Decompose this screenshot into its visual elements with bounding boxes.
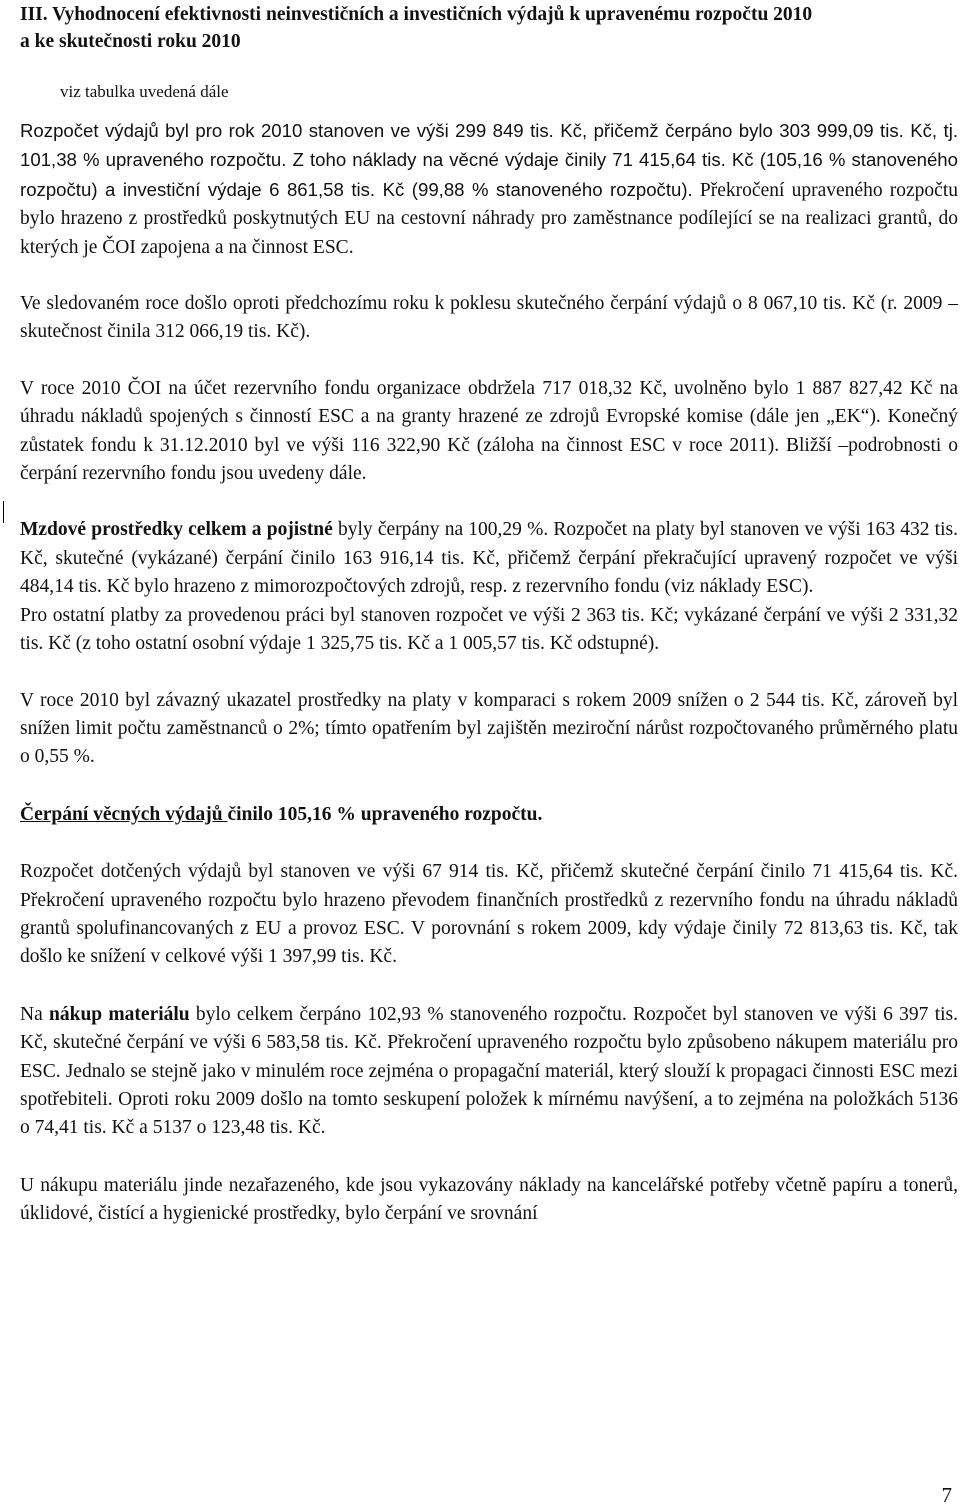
table-reference-note: viz tabulka uvedená dále [60, 82, 229, 101]
material-purchase-bold: nákup materiálu [49, 1003, 190, 1025]
page-number: 7 [941, 1483, 952, 1507]
paragraph-binding-indicator: V roce 2010 byl závazný ukazatel prostředky na platy v komparaci s rokem 2009 snížen o 2 544 tis. Kč, zároveň byl snížen limit počtu zaměstnanců o 2%; tímto opatřením byl zajištěn meziroční nárůst rozpočtovaného průměrného platu o 0,55 %. [20, 689, 958, 768]
material-expenses-rest: činilo 105,16 % upraveného rozpočtu. [227, 803, 543, 825]
document-page [20, 0, 958, 1229]
section-heading [20, 0, 958, 55]
budget-overrun-text: Překročení upraveného rozpočtu bylo hrazeno z prostředků poskytnutých EU na cestovní náhrady pro zaměstnance podílející se na realizaci grantů, do kterých je ČOI zapojena a na činnost ESC. [20, 179, 958, 258]
material-expenses-underlined: Čerpání věcných výdajů [20, 803, 228, 825]
salaries-text: byly čerpány na 100,29 %. Rozpočet na platy byl stanoven ve výši 163 432 tis. Kč, skutečné (vykázané) čerpání činilo 163 916,14 tis. Kč, přičemž čerpání překračující upravený rozpočet ve výši 484,14 tis. Kč bylo hrazeno z mimorozpočtových zdrojů, resp. z rezervního fondu (viz náklady ESC). [20, 519, 958, 598]
paragraph-material-budget: Rozpočet dotčených výdajů byl stanoven ve výši 67 914 tis. Kč, přičemž skutečné čerpání činilo 71 415,64 tis. Kč. Překročení upraveného rozpočtu bylo hrazeno převodem finančních prostředků z rezervního fondu na úhradu nákladů grantů spolufinancovaných z EU a provoz ESC. V porovnání s rokem 2009, kdy výdaje činily 72 813,63 tis. Kč, tak došlo ke snížení v celkové výši 1 397,99 tis. Kč. [20, 861, 958, 968]
paragraph-budget-summary [20, 117, 958, 262]
paragraph-year-comparison: Ve sledovaném roce došlo oproti předchozímu roku k poklesu skutečného čerpání výdajů o 8 067,10 tis. Kč (r. 2009 – skutečnost činila 312 066,19 tis. Kč). [20, 293, 958, 343]
heading-line-2: a ke skutečnosti roku 2010 [20, 31, 241, 52]
paragraph-material-purchase [20, 1001, 958, 1143]
material-purchase-prefix: Na [20, 1003, 50, 1025]
paragraph-other-material: U nákupu materiálu jinde nezařazeného, kde jsou vykazovány náklady na kancelářské potřeby včetně papíru a tonerů, úklidové, čistící a hygienické prostředky, bylo čerpání ve srovnání [20, 1174, 958, 1225]
salaries-heading: Mzdové prostředky celkem a pojistné [20, 519, 333, 541]
paragraph-reserve-fund: V roce 2010 ČOI na účet rezervního fondu organizace obdržela 717 018,32 Kč, uvolněno bylo 1 887 827,42 Kč na úhradu nákladů spojených s činností ESC a na granty hrazené ze zdrojů Evropské komise (dále jen „EK“). Konečný zůstatek fondu k 31.12.2010 byl ve výši 116 322,90 Kč (záloha na činnost ESC v roce 2011). Bližší –podrobnosti o čerpání rezervního fondu jsou uvedeny dále. [20, 377, 958, 485]
budget-summary-text: Rozpočet výdajů byl pro rok 2010 stanoven ve výši 299 849 tis. Kč, přičemž čerpáno bylo 303 999,09 tis. Kč, tj. 101,38 % upraveného rozpočtu. Z toho náklady na věcné výdaje činily 71 415,64 tis. Kč (105,16 % stanoveného rozpočtu) a investiční výdaje 6 861,58 tis. Kč (99,88 % stanoveného rozpočtu). [20, 120, 958, 200]
paragraph-other-payments: Pro ostatní platby za provedenou práci byl stanoven rozpočet ve výši 2 363 tis. Kč; vykázané čerpání ve výši 2 331,32 tis. Kč (z toho ostatní osobní výdaje 1 325,75 tis. Kč a 1 005,57 tis. Kč odstupné). [20, 604, 958, 655]
revision-bar [3, 501, 4, 523]
material-purchase-text: bylo celkem čerpáno 102,93 % stanoveného rozpočtu. Rozpočet byl stanoven ve výši 6 397 tis. Kč, skutečné čerpání ve výši 6 583,58 tis. Kč. Překročení upraveného rozpočtu bylo způsobeno nákupem materiálu pro ESC. Jednalo se stejně jako v minulém roce zejména o propagační materiál, který slouží k propagaci činnosti ESC mezi spotřebiteli. Oproti roku 2009 došlo na tomto seskupení položek k mírnému navýšení, a to zejména na položkách 5136 o 74,41 tis. Kč a 5137 o 123,48 tis. Kč. [20, 1003, 958, 1139]
paragraph-material-expenses-heading [20, 801, 958, 829]
heading-line-1: III. Vyhodnocení efektivnosti neinvestičních a investičních výdajů k upravenému rozpočtu 2010 [20, 4, 813, 25]
paragraph-salaries [20, 516, 958, 601]
